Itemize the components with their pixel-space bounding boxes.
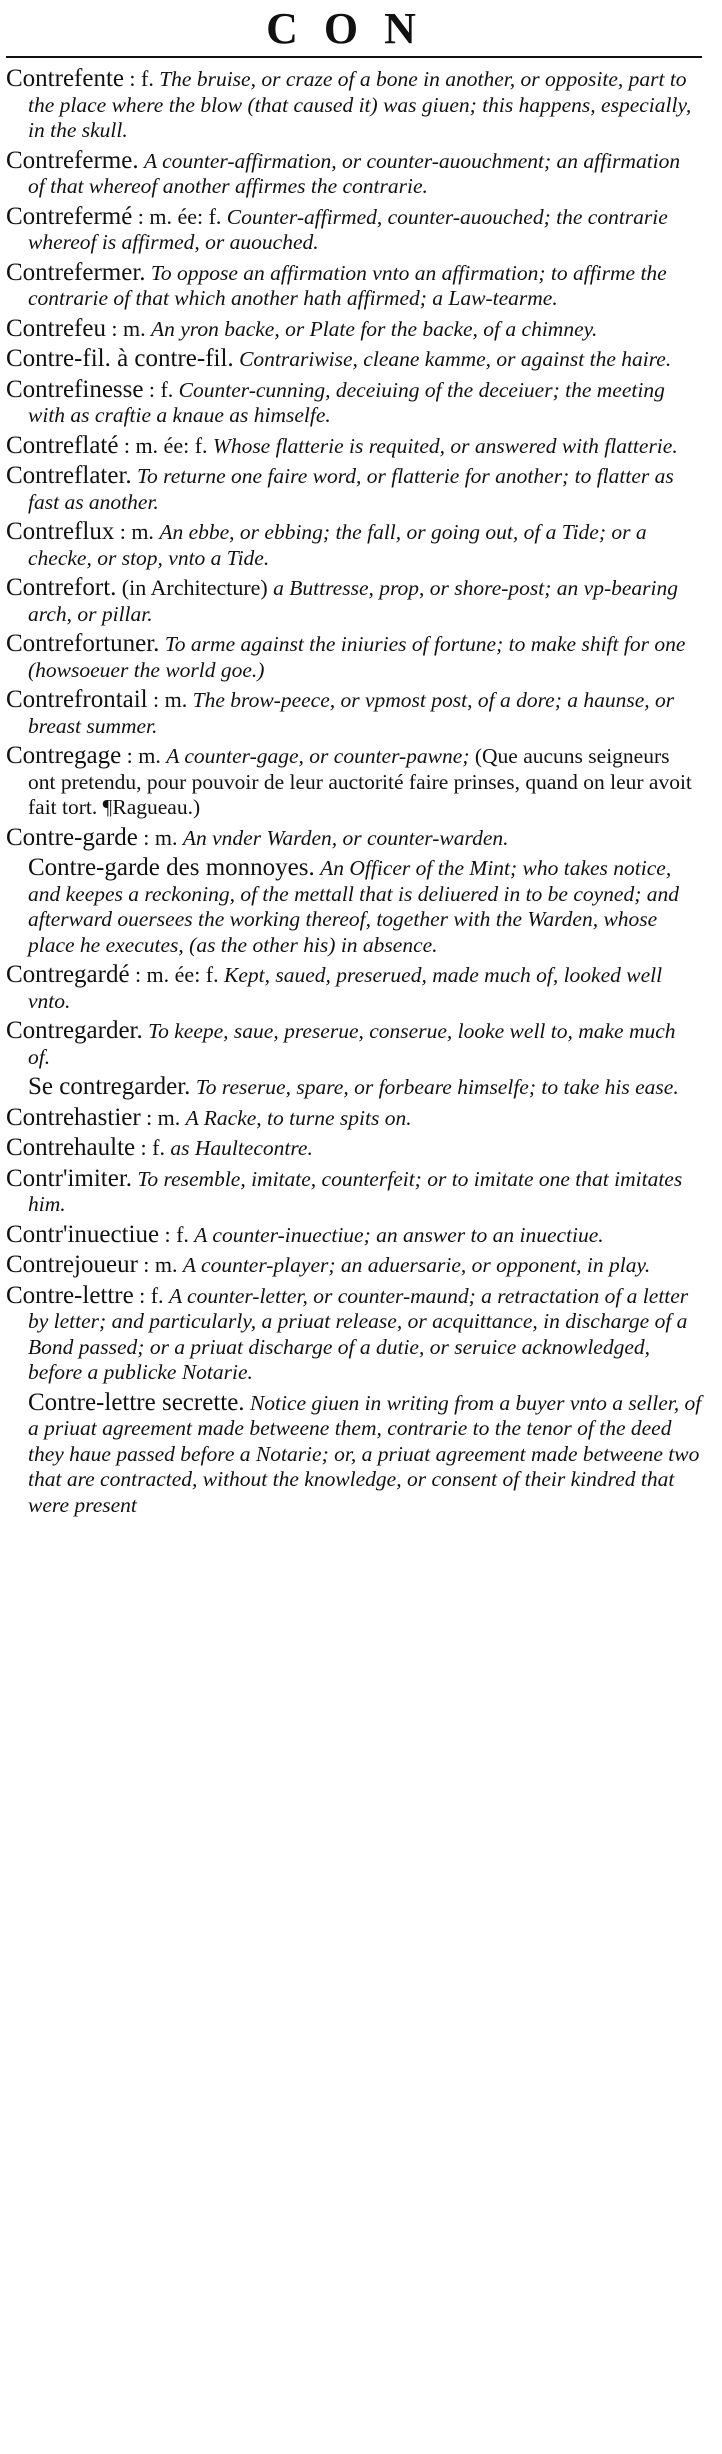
entry-definition: Counter-affirmed, counter-auouched; the contrarie whereof is affirmed, or auouched. bbox=[28, 204, 668, 254]
entry-definition: The bruise, or craze of a bone in another, or opposite, part to the place where the blow (that caused it) was giuen; this happens, especially, in the skull. bbox=[28, 67, 692, 142]
entry-definition: Counter-cunning, deceiuing of the deceiuer; the meeting with as craftie a knaue as himselfe. bbox=[28, 377, 665, 427]
dictionary-entry bbox=[6, 825, 702, 852]
dictionary-entry bbox=[6, 66, 702, 144]
header-rule bbox=[6, 56, 702, 58]
dictionary-entry bbox=[6, 1074, 702, 1101]
entry-grammar: : m. bbox=[119, 519, 154, 544]
entry-definition: To resemble, imitate, counterfeit; or to imitate one that imitates him. bbox=[28, 1166, 683, 1216]
entry-quotation: (Que aucuns seigneurs ont pretendu, pour pouvoir de leur auctorité faire prinses, quand on leur avoit fait tort. ¶Ragueau.) bbox=[28, 744, 692, 819]
entry-grammar: : f. bbox=[140, 1135, 165, 1160]
entry-headword: Contregardé bbox=[6, 961, 130, 988]
entry-definition: To returne one faire word, or flatterie for another; to flatter as fast as another. bbox=[28, 464, 674, 514]
dictionary-entry bbox=[6, 519, 702, 571]
entry-headword: Contrejoueur bbox=[6, 1251, 138, 1278]
entry-headword: Contr'imiter. bbox=[6, 1164, 133, 1192]
dictionary-entry bbox=[6, 1390, 702, 1519]
entry-grammar: : m. bbox=[143, 1252, 178, 1277]
dictionary-entry bbox=[6, 1283, 702, 1386]
entry-definition: An Officer of the Mint; who takes notice, and keepes a reckoning, of the mettall that is deliuered in to be coyned; and afterward ouersees the working thereof, together with the Warden, whose place he executes, (as the other his) in absence. bbox=[28, 856, 679, 957]
entry-grammar: : f. bbox=[148, 376, 174, 402]
entry-definition: A counter-affirmation, or counter-auouchment; an affirmation of that whereof another affirmes the contrarie. bbox=[28, 148, 681, 198]
entry-grammar: : m. bbox=[126, 743, 161, 768]
entry-headword: Contreflux bbox=[6, 518, 115, 545]
entry-definition: A counter-inuectiue; an answer to an inuectiue. bbox=[194, 1222, 604, 1247]
entry-headword: Contreflater. bbox=[6, 462, 132, 489]
dictionary-entry bbox=[6, 575, 702, 627]
entry-headword: Contrefort. bbox=[6, 574, 117, 601]
entry-headword: Contrefortuner. bbox=[6, 630, 160, 657]
dictionary-entry bbox=[6, 1135, 702, 1162]
entry-definition: To keepe, saue, preserue, conserue, looke well to, make much of. bbox=[28, 1019, 676, 1069]
dictionary-entry bbox=[6, 1018, 702, 1070]
entry-headword: Contrefente bbox=[6, 65, 125, 92]
dictionary-entry bbox=[6, 260, 702, 312]
entry-headword: Se contregarder. bbox=[28, 1073, 191, 1100]
entry-grammar: : m. bbox=[146, 1104, 181, 1130]
entry-grammar: : f. bbox=[164, 1221, 189, 1247]
entry-list bbox=[6, 66, 702, 1518]
dictionary-entry bbox=[6, 631, 702, 683]
dictionary-entry bbox=[6, 433, 702, 460]
entry-headword: Contr'inuectiue bbox=[6, 1220, 160, 1248]
entry-definition: To reserue, spare, or forbeare himselfe; to take his ease. bbox=[195, 1075, 679, 1099]
entry-definition: A Racke, to turne spits on. bbox=[185, 1105, 412, 1130]
entry-headword: Contre-fil. à contre-fil. bbox=[6, 345, 234, 372]
dictionary-entry bbox=[6, 743, 702, 821]
entry-headword: Contregarder. bbox=[6, 1017, 143, 1044]
entry-grammar: : f. bbox=[129, 66, 154, 91]
entry-definition: An vnder Warden, or counter-warden. bbox=[182, 825, 509, 850]
entry-grammar: : m. ée: f. bbox=[123, 432, 208, 458]
entry-definition: A counter-gage, or counter-pawne; bbox=[166, 744, 470, 768]
entry-definition: a Buttresse, prop, or shore-post; an vp-bearing arch, or pillar. bbox=[28, 576, 679, 626]
entry-headword: Contrefermé bbox=[6, 202, 133, 230]
dictionary-entry bbox=[6, 855, 702, 958]
dictionary-entry bbox=[6, 1166, 702, 1218]
entry-headword: Contreferme. bbox=[6, 146, 139, 174]
entry-definition: To oppose an affirmation vnto an affirmation; to affirme the contrarie of that which another hath affirmed; a Law-tearme. bbox=[28, 260, 667, 310]
dictionary-entry bbox=[6, 1105, 702, 1132]
entry-headword: Contre-garde des monnoyes. bbox=[28, 854, 315, 881]
entry-definition: as Haultecontre. bbox=[170, 1136, 313, 1160]
entry-headword: Contrefeu bbox=[6, 314, 106, 342]
dictionary-entry bbox=[6, 1222, 702, 1249]
dictionary-entry bbox=[6, 148, 702, 200]
entry-headword: Contreflaté bbox=[6, 431, 119, 459]
entry-definition: Notice giuen in writing from a buyer vnto a seller, of a priuat agreement made betweene them, contrarie to the tenor of the deed they haue passed before a Notarie; or, a priuat agreement made betweene two that are contracted, without the knowledge, or consent of their kindred that were present bbox=[28, 1390, 702, 1517]
entry-definition: To arme against the iniuries of fortune; to make shift for one (howsoeuer the world goe.) bbox=[28, 632, 686, 682]
entry-headword: Contre-lettre bbox=[6, 1281, 134, 1309]
entry-headword: Contre-garde bbox=[6, 823, 138, 851]
entry-definition: A counter-letter, or counter-maund; a retractation of a letter by letter; and particularly, a priuat release, or acquittance, in discharge of a Bond passed; or a priuat discharge of a dutie, or seruice acknowledged, before a publicke Notarie. bbox=[28, 1283, 689, 1384]
entry-definition: An ebbe, or ebbing; the fall, or going out, of a Tide; or a checke, or stop, vnto a Tide. bbox=[28, 520, 647, 570]
dictionary-entry bbox=[6, 204, 702, 256]
entry-definition: Whose flatterie is requited, or answered with flatterie. bbox=[212, 433, 678, 458]
entry-headword: Contregage bbox=[6, 742, 122, 769]
dictionary-entry bbox=[6, 377, 702, 429]
running-head: CON bbox=[266, 4, 442, 53]
entry-grammar: : m. ée: f. bbox=[137, 203, 222, 229]
entry-definition: Contrariwise, cleane kamme, or against the haire. bbox=[239, 347, 672, 371]
entry-headword: Contrehastier bbox=[6, 1103, 141, 1131]
dictionary-entry bbox=[6, 687, 702, 739]
entry-headword: Contrehaulte bbox=[6, 1134, 136, 1161]
dictionary-entry bbox=[6, 962, 702, 1014]
dictionary-entry bbox=[6, 1252, 702, 1279]
entry-headword: Contrefrontail bbox=[6, 686, 148, 713]
entry-grammar: : f. bbox=[139, 1282, 164, 1308]
entry-headword: Contre-lettre secrette. bbox=[28, 1388, 245, 1416]
entry-definition: An yron backe, or Plate for the backe, of a chimney. bbox=[150, 316, 598, 341]
entry-definition: A counter-player; an aduersarie, or opponent, in play. bbox=[182, 1253, 651, 1277]
entry-grammar: : m. bbox=[153, 687, 188, 712]
entry-headword: Contrefinesse bbox=[6, 375, 144, 403]
entry-grammar: : m. bbox=[111, 315, 146, 341]
entry-grammar: : m. ée: f. bbox=[134, 962, 219, 987]
entry-grammar: : m. bbox=[143, 824, 178, 850]
entry-definition: Kept, saued, preserued, made much of, looked well vnto. bbox=[28, 963, 663, 1013]
dictionary-entry bbox=[6, 316, 702, 343]
entry-headword: Contrefermer. bbox=[6, 258, 146, 286]
dictionary-entry bbox=[6, 463, 702, 515]
entry-definition: The brow-peece, or vpmost post, of a dore; a haunse, or breast summer. bbox=[28, 688, 675, 738]
dictionary-entry bbox=[6, 346, 702, 373]
entry-grammar: (in Architecture) bbox=[121, 575, 268, 600]
